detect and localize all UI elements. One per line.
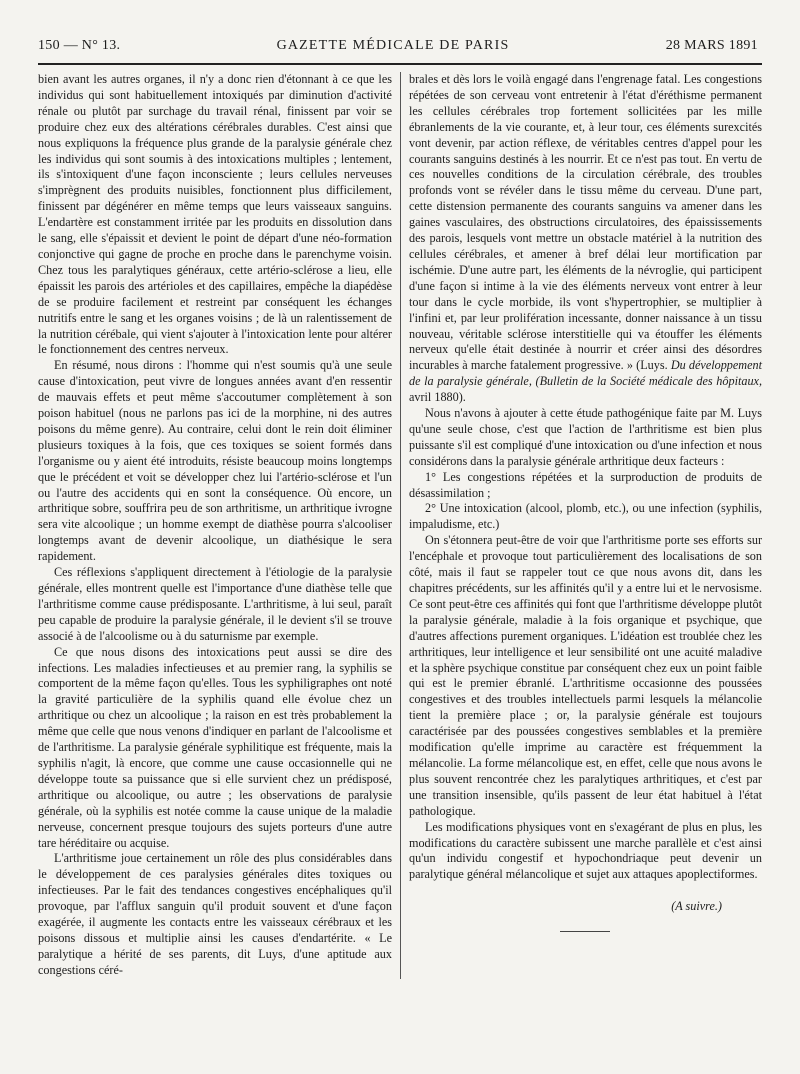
continued-note: (A suivre.) (671, 899, 722, 914)
citation-title: Du développement de la paralysie générale, (Bulletin de la Société médicale des hôpitaux, (408, 358, 762, 389)
left-column (38, 72, 400, 979)
page-header (20, 38, 762, 54)
right-column (400, 72, 762, 979)
paragraph: En résumé, nous dirons : l'homme qui n'est soumis qu'à une seule cause d'intoxication, peut vivre de longues années avant d'en ressentir de mauvais effets et peut même s'accoutumer complètement à son poison habituel (nous ne parlons pas ici de la morphine, ni des autres poisons du même genre). Au contraire, celui dont le rein doit éliminer plusieurs toxiques à la fois, que ces toxiques se soient formés dans l'organisme ou y aient été introduits, résiste beaucoup moins longtemps que le précédent et voit se développer chez lui l'artério-sclérose et l'un ou l'autre des accidents qui en sont la conséquence. Où encore, un arthritique sobre, souffrira peu de son arthritisme, un arthritique ivrogne sera vite alcoolique ; un homme exempt de diathèse pourra s'alcooliser longtemps avant de devenir alcoolique, un diathésique le sera rapidement. (38, 358, 392, 564)
header-rule (38, 63, 762, 65)
paragraph: L'arthritisme joue certainement un rôle des plus considérables dans le développement de ces paralysies générales dites toxiques ou infectieuses. Par le fait des tendances congestives encéphaliques qu'il provoque, par l'afflux sanguin qu'il produit souvent et d'une façon exagérée, il augmente les contacts entre les vaisseaux cérébraux et les poisons dissous et multiplie ainsi les causes d'endartérite. « Le paralytique a hérité de ses parents, dit Luys, d'une aptitude aux congestions céré- (38, 851, 392, 977)
end-rule (560, 931, 610, 932)
paragraph: Ces réflexions s'appliquent directement à l'étiologie de la paralysie générale, elles montrent quelle est l'importance d'une diathèse telle que l'arthritisme comme cause prédisposante. L'arthritisme, à lui seul, paraît peu capable de produire la paralysie générale, il le devient s'il se trouve associé à de l'alcoolisme ou à du saturnisme par exemple. (38, 565, 392, 643)
list-item: 2° Une intoxication (alcool, plomb, etc.), ou une infection (syphilis, impaludisme, etc.) (408, 501, 762, 532)
paragraph: bien avant les autres organes, il n'y a donc rien d'étonnant à ce que les individus qui sont habituellement intoxiqués par diminution d'activité rénale ou plutôt par surchage du travail rénal, finissent par voir se produire chez eux des altérations cérébrales durables. C'est ainsi que nous expliquons la fréquence plus grande de la paralysie générale chez les individus qui sont soumis à des intoxications multiples ; lentement, ils s'intoxiquent d'une façon inconsciente ; leurs cellules nerveuses s'imprègnent des produits nuisibles, fonctionnent plus difficilement, finissent par dégénérer en même temps que leurs vaisseaux sanguins. L'endartère est constamment irritée par les produits en dissolution dans le sang, elle s'épaissit et devient le point de départ d'une néo-formation conjonctive qui gagne de proche en proche dans le parenchyme voisin. Chez tous les paralytiques généraux, cette artério-sclérose a lieu, elle épaissit les parois des artérioles et des capillaires, empêche la diapédèse de se produire facilement et restreint par conséquent les échanges nutritifs entre le sang et les organes voisins ; de là un ralentissement de la nutrition cérébale, qui vient s'ajouter à l'intoxication lente pour altérer le fonctionnement des centres nerveux. (38, 72, 392, 357)
paragraph: On s'étonnera peut-être de voir que l'arthritisme porte ses efforts sur l'encéphale et provoque tout particulièrement des localisations de son côté, mais il faut se rappeler tout ce que nous avons dit, dans les chapitres précédents, sur les affinités qu'il y a entre lui et le nervosisme. Ce sont peut-être ces affinités qui font que l'arthritisme développe plutôt la paralysie générale, maladie à la fois organique et psychique, que d'autres affections purement organiques. L'idéation est troublée chez les arthritiques, leur intelligence et leur sensibilité ont une acuité maladive et la sphère psychique constitue par conséquent chez eux un point faible qui est le premier ébranlé. L'arthritisme occasionne des poussées congestives et des troubles intellectuels parmi lesquels la mélancolie tient la première place ; or, la paralysie générale est toujours caractérisée par des poussées congestives semblables et la première modification qu'elle imprime au caractère est fréquemment la mélancolie. La forme mélancolique est, en effet, celle que nous avons le plus souvent rencontrée chez les paralytiques arthritiques, et c'est par une transition insensible, qu'ils passent de leur état habituel à l'état pathologique. (408, 533, 762, 818)
paragraph: Ce que nous disons des intoxications peut aussi se dire des infections. Les maladies infectieuses et au premier rang, la syphilis se comportent de la même façon qu'elles. Tous les syphiligraphes ont noté la gravité particulière de la syphilis quand elle évolue chez un arthritique ou chez un alcoolique ; la raison en est très probablement la même que celle que nous venons d'indiquer en parlant de l'alcoolisme et de l'arthritisme. La paralysie générale syphilitique est fréquente, mais la syphilis n'agit, là encore, que comme une cause occasionnelle qui ne développe toute sa puissance que si elle survient chez un prédisposé, arthritique ou alcoolique, ou autre ; les observations de paralysie générale, où la syphilis est notée comme la cause unique de la maladie nerveuse, concernent presque toujours des sujets porteurs d'une autre tare héréditaire ou acquise. (38, 644, 392, 850)
paragraph: Nous n'avons à ajouter à cette étude pathogénique faite par M. Luys qu'une seule chose, c'est que l'action de l'arthritisme est bien plus puissante s'il est compliqué d'une intoxication ou d'une infection et nous considérons dans la paralysie générale arthritique deux facteurs : (408, 406, 762, 468)
journal-title: GAZETTE MÉDICALE DE PARIS (276, 38, 510, 53)
paragraph: Les modifications physiques vont en s'exagérant de plus en plus, les modifications du caractère subissent une marche parallèle et c'est ainsi qu'un individu congestif et hypochondriaque peut devenir un paralytique général mélancolique et sujet aux attaques apoplectiformes. (408, 819, 762, 882)
paragraph (409, 72, 762, 406)
issue-date: 28 MARS 1891 (665, 38, 758, 53)
list-item: 1° Les congestions répétées et la surproduction de produits de désassimilation ; (408, 469, 762, 500)
page-number: 150 — N° 13. (38, 38, 121, 53)
text-columns (38, 72, 762, 979)
quote-text: brales et dès lors le voilà engagé dans l'engrenage fatal. Les congestions répétées de son cerveau vont entretenir à l'état d'éréthisme permanent les cellules cérébrales trop fortement sollicitées par les mille ébranlements de la vie courante, et, à leur tour, ces éléments surexcités vont devenir, par action réflexe, de véritables centres d'appel pour les courants sanguins destinés à les nourrir. Et ce n'est pas tout. En vertu de ces nouvelles conditions de la circulation cérébrale, des troubles profonds vont se révéler dans le tissu même du cerveau. D'une part, cette distension permanente des courants sanguins va amener dans les gaines vasculaires, des obstructions circulatoires, des épaississements des parois, lesquels vont mettre un obstacle matériel à la nutrition des cellules cérébrales, et amener à bref délai leur mortification par ischémie. D'une autre part, les éléments de la névroglie, qui participent d'une façon si intime à la vie des éléments nerveux vont entrer à leur tour dans le cycle morbide, ils vont s'hypertrophier, se multiplier à l'infini et, par leur prolifération incessante, donner naissance à un tissu nouveau, véritable sclérose interstitielle qui va étouffer les éléments nerveux qu'elle était destinée à nourrir et créer ainsi des désordres incurables à marche fatalement progressive. » (Luys. (408, 72, 762, 373)
citation-date: avril 1880). (408, 390, 466, 405)
